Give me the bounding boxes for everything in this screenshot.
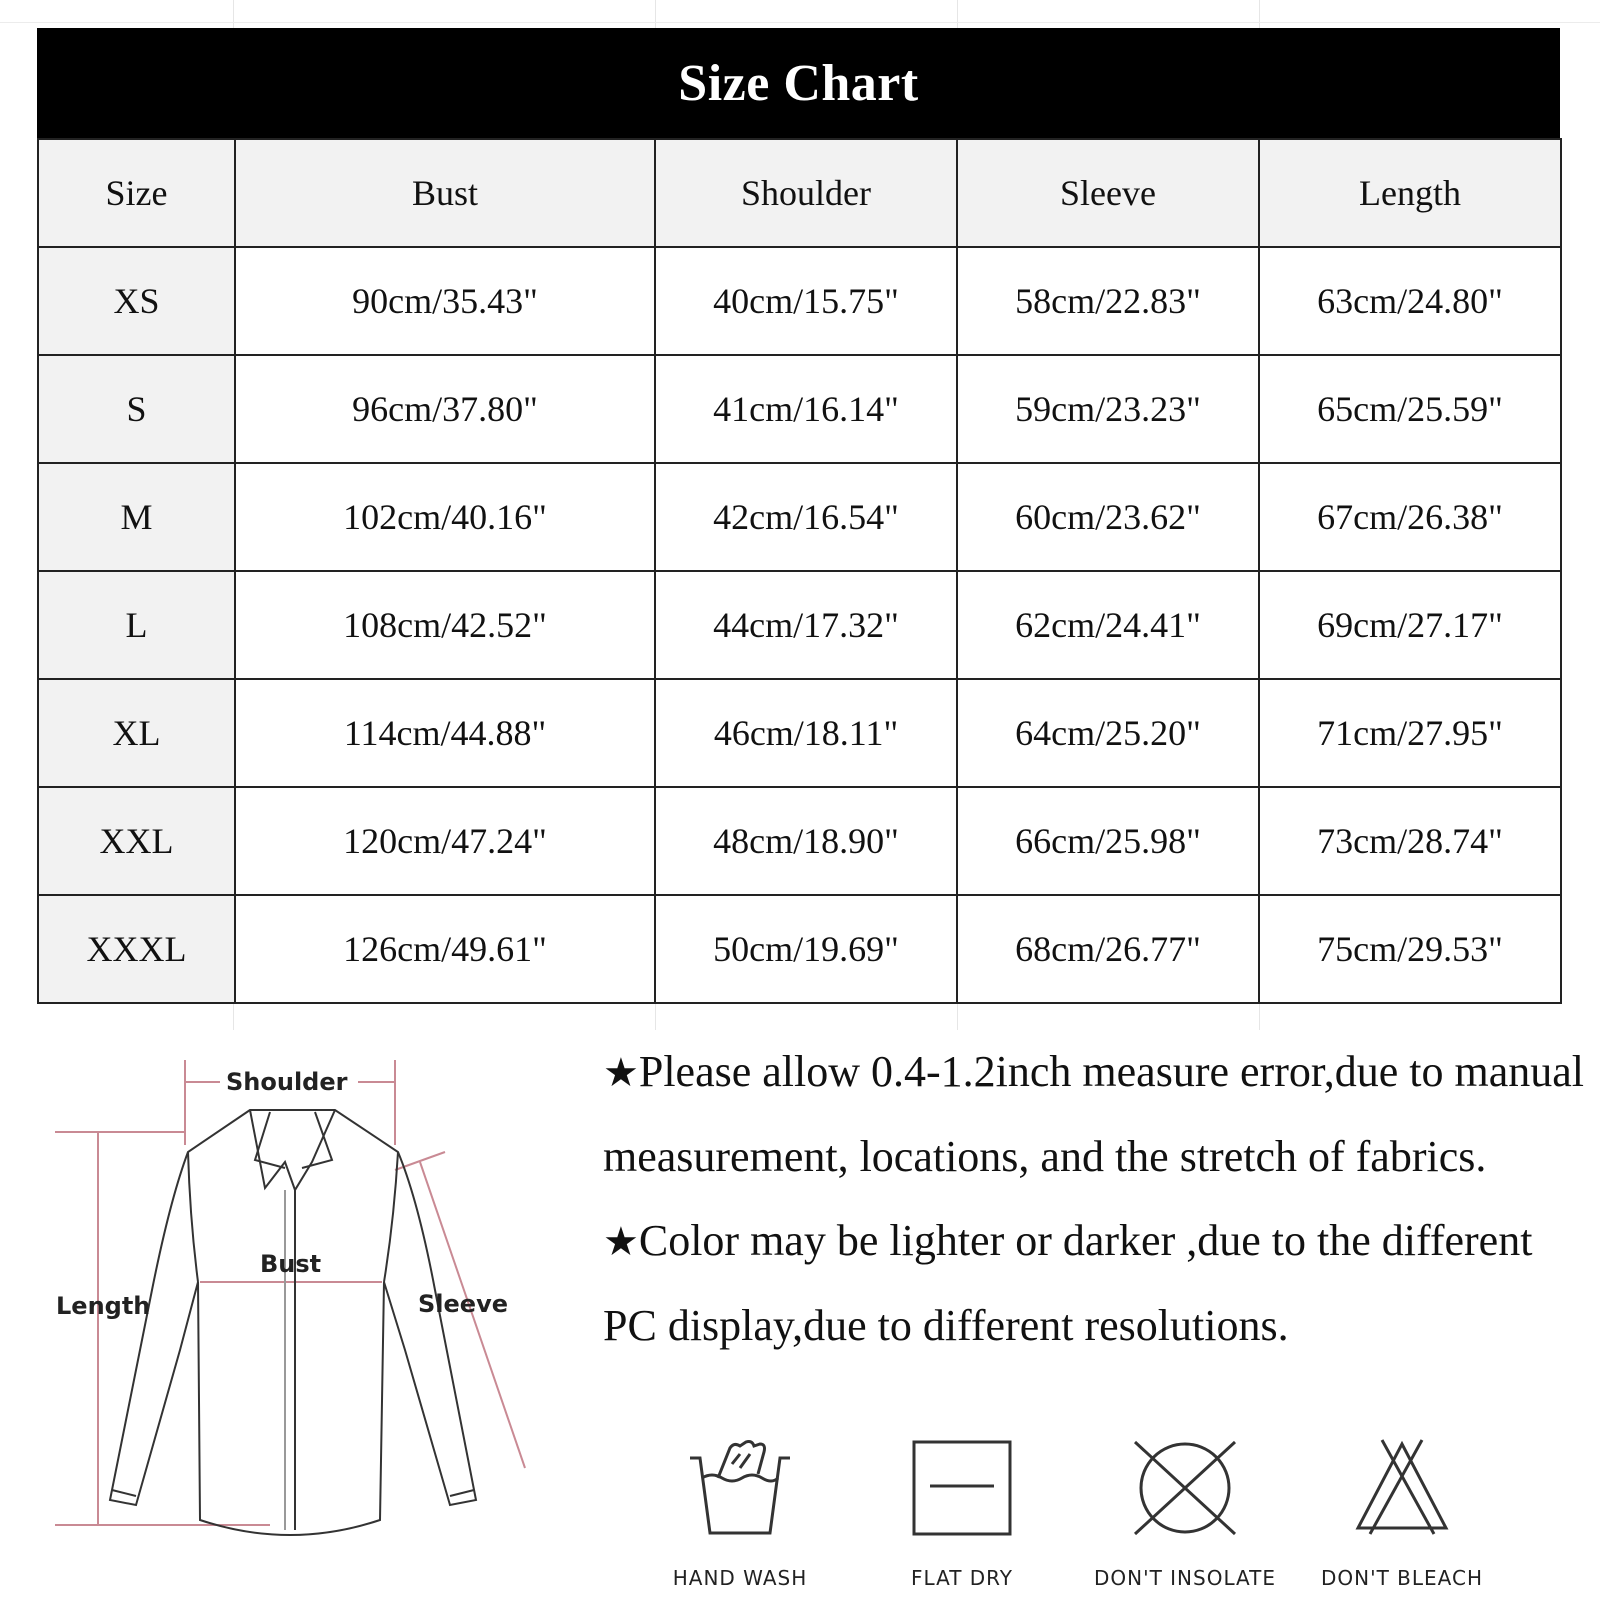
bust-cell: 114cm/44.88" — [235, 679, 655, 787]
table-row — [38, 355, 1561, 463]
flat-dry-icon — [902, 1438, 1022, 1538]
sleeve-cell: 68cm/26.77" — [957, 895, 1259, 1003]
length-cell: 65cm/25.59" — [1259, 355, 1561, 463]
header-shoulder: Shoulder — [655, 139, 957, 247]
star-icon: ★ — [603, 1050, 639, 1096]
size-chart — [37, 28, 1560, 1004]
sleeve-cell: 62cm/24.41" — [957, 571, 1259, 679]
note-color — [603, 1199, 1593, 1368]
shoulder-cell: 46cm/18.11" — [655, 679, 957, 787]
guide-line — [0, 22, 1600, 23]
size-cell: XXL — [38, 787, 235, 895]
shoulder-cell: 40cm/15.75" — [655, 247, 957, 355]
header-bust: Bust — [235, 139, 655, 247]
bust-cell: 90cm/35.43" — [235, 247, 655, 355]
sleeve-cell: 58cm/22.83" — [957, 247, 1259, 355]
dont-bleach-icon — [1342, 1438, 1462, 1538]
note-error-text: Please allow 0.4-1.2inch measure error,due to manual measurement, locations, and the stretch of fabrics. — [603, 1047, 1584, 1181]
bust-cell: 108cm/42.52" — [235, 571, 655, 679]
bust-cell: 102cm/40.16" — [235, 463, 655, 571]
care-hand-wash — [640, 1438, 840, 1590]
header-length: Length — [1259, 139, 1561, 247]
table-row — [38, 679, 1561, 787]
bust-label: Bust — [260, 1250, 322, 1278]
table-row — [38, 895, 1561, 1003]
sleeve-label: Sleeve — [418, 1290, 508, 1318]
shoulder-cell: 44cm/17.32" — [655, 571, 957, 679]
size-cell: XS — [38, 247, 235, 355]
hand-wash-icon — [680, 1438, 800, 1538]
care-flat-dry — [862, 1438, 1062, 1590]
notes — [603, 1030, 1593, 1368]
length-label: Length — [56, 1292, 151, 1320]
chart-title: Size Chart — [37, 28, 1560, 138]
shoulder-cell: 41cm/16.14" — [655, 355, 957, 463]
shoulder-cell: 42cm/16.54" — [655, 463, 957, 571]
length-cell: 63cm/24.80" — [1259, 247, 1561, 355]
size-cell: XL — [38, 679, 235, 787]
header-size: Size — [38, 139, 235, 247]
flat-dry-label: FLAT DRY — [910, 1566, 1014, 1590]
shoulder-cell: 48cm/18.90" — [655, 787, 957, 895]
bust-cell: 120cm/47.24" — [235, 787, 655, 895]
care-dont-bleach — [1302, 1438, 1502, 1590]
size-cell: L — [38, 571, 235, 679]
shirt-outline — [110, 1110, 476, 1535]
sleeve-cell: 59cm/23.23" — [957, 355, 1259, 463]
length-cell: 67cm/26.38" — [1259, 463, 1561, 571]
hand-wash-label: HAND WASH — [672, 1566, 808, 1590]
dont-insolate-label: DON'T INSOLATE — [1093, 1566, 1277, 1590]
length-cell: 69cm/27.17" — [1259, 571, 1561, 679]
sleeve-cell: 60cm/23.62" — [957, 463, 1259, 571]
length-cell: 73cm/28.74" — [1259, 787, 1561, 895]
note-error — [603, 1030, 1593, 1199]
dont-bleach-label: DON'T BLEACH — [1320, 1566, 1483, 1590]
care-dont-insolate — [1085, 1438, 1285, 1590]
shirt-measurement-diagram — [40, 1050, 560, 1595]
bust-cell: 126cm/49.61" — [235, 895, 655, 1003]
star-icon: ★ — [603, 1219, 639, 1265]
table-row — [38, 463, 1561, 571]
shoulder-label: Shoulder — [226, 1068, 348, 1096]
length-cell: 75cm/29.53" — [1259, 895, 1561, 1003]
table-header-row — [38, 139, 1561, 247]
size-cell: S — [38, 355, 235, 463]
shoulder-cell: 50cm/19.69" — [655, 895, 957, 1003]
header-sleeve: Sleeve — [957, 139, 1259, 247]
table-row — [38, 571, 1561, 679]
bust-cell: 96cm/37.80" — [235, 355, 655, 463]
sleeve-cell: 64cm/25.20" — [957, 679, 1259, 787]
table-row — [38, 787, 1561, 895]
size-cell: M — [38, 463, 235, 571]
size-table — [37, 138, 1562, 1004]
table-row — [38, 247, 1561, 355]
size-cell: XXXL — [38, 895, 235, 1003]
care-instructions — [640, 1438, 1600, 1598]
dont-insolate-icon — [1125, 1438, 1245, 1538]
note-color-text: Color may be lighter or darker ,due to the different PC display,due to different resolutions. — [603, 1216, 1533, 1350]
length-cell: 71cm/27.95" — [1259, 679, 1561, 787]
sleeve-cell: 66cm/25.98" — [957, 787, 1259, 895]
